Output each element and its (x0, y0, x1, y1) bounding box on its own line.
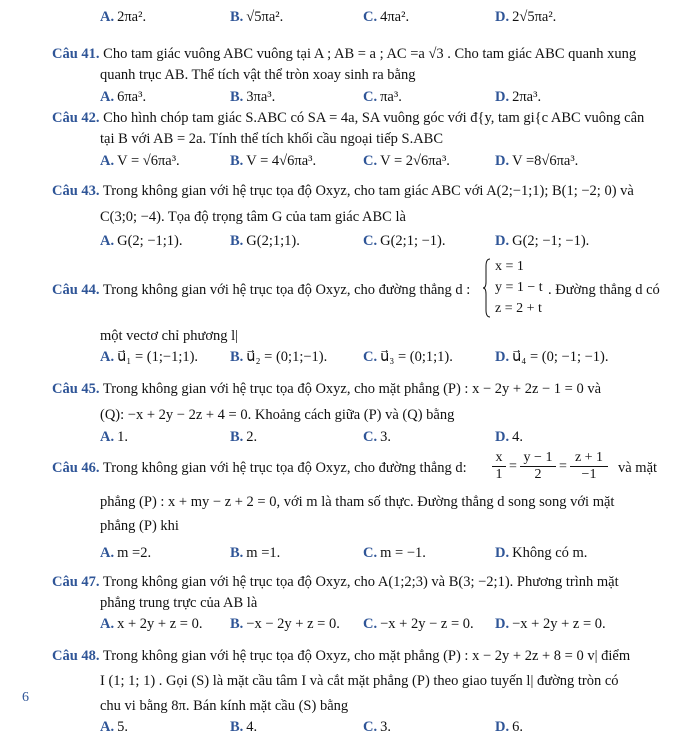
option-a: A. 1. (100, 429, 128, 445)
options-row-46 (100, 542, 690, 564)
options-row-41 (100, 86, 690, 108)
option-d: D. Không có m. (495, 545, 588, 561)
option-a: A. 6πa³. (100, 89, 147, 105)
option-c: C. 3. (363, 719, 391, 735)
option-b: B. V = 4√6πa³. (230, 153, 317, 169)
question-46-body: phẳng (P) : x + my − z + 2 = 0, với m là tham số thực. Đường thẳng d song song với mặt phẳng (P) khi (100, 494, 615, 534)
option-d: D. G(2; −1; −1). (495, 233, 590, 249)
option-b: B. G(2;1;1). (230, 233, 300, 249)
options-row-42 (100, 150, 690, 172)
question-42: Câu 42. Cho hình chóp tam giác S.ABC có SA = 4a, SA vuông góc với đ{y, tam gi{c ABC vuông cân tại B với AB = 2a. Tính thể tích khối cầu ngoại tiếp S.ABC (52, 110, 645, 147)
option-c: C. 3. (363, 429, 391, 445)
option-a: A. 2πa². (100, 9, 147, 25)
question-45: Câu 45. Trong không gian với hệ trục tọa độ Oxyz, cho mặt phẳng (P) : x − 2y + 2z − 1 = 0 và (Q): −x + 2y − 2z + 4 = 0. Khoảng cách giữa (P) và (Q) bằng (52, 381, 602, 423)
question-48: Câu 48. Trong không gian với hệ trục tọa độ Oxyz, cho mặt phẳng (P) : x − 2y + 2z + 8 = 0 v| điểm I (1; 1; 1) . Gọi (S) là mặt cầu tâm I và cắt mặt phẳng (P) theo giao tuyến l| đường tròn có chu vi bằng 8π. Bán kính mặt cầu (S) bằng (52, 648, 631, 714)
option-a: A. u⃗₁ = (1;−1;1). (100, 349, 199, 365)
question-44: Câu 44. Trong không gian với hệ trục tọa độ Oxyz, cho đường thẳng d : (52, 282, 471, 298)
question-43: Câu 43. Trong không gian với hệ trục tọa độ Oxyz, cho tam giác ABC với A(2;−1;1); B(1; −2; 0) và C(3;0; −4). Tọa độ trọng tâm G của tam giác ABC là (52, 183, 634, 225)
options-row-prev (100, 6, 690, 28)
option-c: C. πa³. (363, 89, 402, 105)
option-c: C. V = 2√6πa³. (363, 153, 450, 169)
option-d: D. 2πa³. (495, 89, 542, 105)
option-c: C. u⃗₃ = (0;1;1). (363, 349, 453, 365)
page-number: 6 (22, 690, 29, 705)
line-equation-system: x = 1 y = 1 − t z = 2 + t (483, 258, 543, 322)
fraction-y: $\frac{y - 1}{2}$ (520, 450, 556, 483)
option-b: B. m =1. (230, 545, 281, 561)
options-row-48 (100, 716, 690, 738)
option-a: A. m =2. (100, 545, 152, 561)
options-row-43 (100, 230, 690, 252)
option-d: D. 6. (495, 719, 523, 735)
option-b: B. 3πa³. (230, 89, 276, 105)
equals-sign: = (509, 459, 517, 474)
question-44-line2: một vectơ chỉ phương l| (100, 328, 239, 344)
left-brace-icon (483, 258, 491, 318)
equals-sign: = (559, 459, 567, 474)
question-41: Câu 41. Cho tam giác vuông ABC vuông tại A ; AB = a ; AC =a √3 . Cho tam giác ABC quanh xung quanh trục AB. Thể tích vật thể tròn xoay sinh ra bằng (52, 46, 637, 83)
option-b: B. 4. (230, 719, 258, 735)
option-b: B. −x − 2y + z = 0. (230, 616, 340, 632)
options-row-45 (100, 426, 690, 448)
option-b: B. 2. (230, 429, 258, 445)
option-a: A. x + 2y + z = 0. (100, 616, 203, 632)
option-d: D. u⃗₄ = (0; −1; −1). (495, 349, 609, 365)
question-44-continuation: . Đường thẳng d có (548, 282, 660, 298)
question-46: Câu 46. Trong không gian với hệ trục tọa độ Oxyz, cho đường thẳng d: (52, 460, 467, 476)
question-47: Câu 47. Trong không gian với hệ trục tọa độ Oxyz, cho A(1;2;3) và B(3; −2;1). Phương trình mặt phẳng trung trực của AB là (52, 574, 619, 611)
option-d: D. V =8√6πa³. (495, 153, 579, 169)
question-46-continuation: và mặt (618, 460, 658, 476)
fraction-z: $\frac{z + 1}{-1}$ (570, 450, 608, 483)
option-c: C. 4πa². (363, 9, 410, 25)
option-c: C. G(2;1; −1). (363, 233, 446, 249)
option-d: D. 2√5πa². (495, 9, 557, 25)
option-a: A. V = √6πa³. (100, 153, 180, 169)
fraction-x: $\frac{x}{1}$ (492, 450, 506, 483)
option-d: D. 4. (495, 429, 523, 445)
option-b: B. u⃗₂ = (0;1;−1). (230, 349, 328, 365)
option-b: B. √5πa². (230, 9, 284, 25)
option-d: D. −x + 2y + z = 0. (495, 616, 606, 632)
option-c: C. m = −1. (363, 545, 426, 561)
options-row-47 (100, 613, 690, 635)
option-c: C. −x + 2y − z = 0. (363, 616, 474, 632)
options-row-44 (100, 346, 690, 368)
option-a: A. 5. (100, 719, 128, 735)
option-a: A. G(2; −1;1). (100, 233, 183, 249)
